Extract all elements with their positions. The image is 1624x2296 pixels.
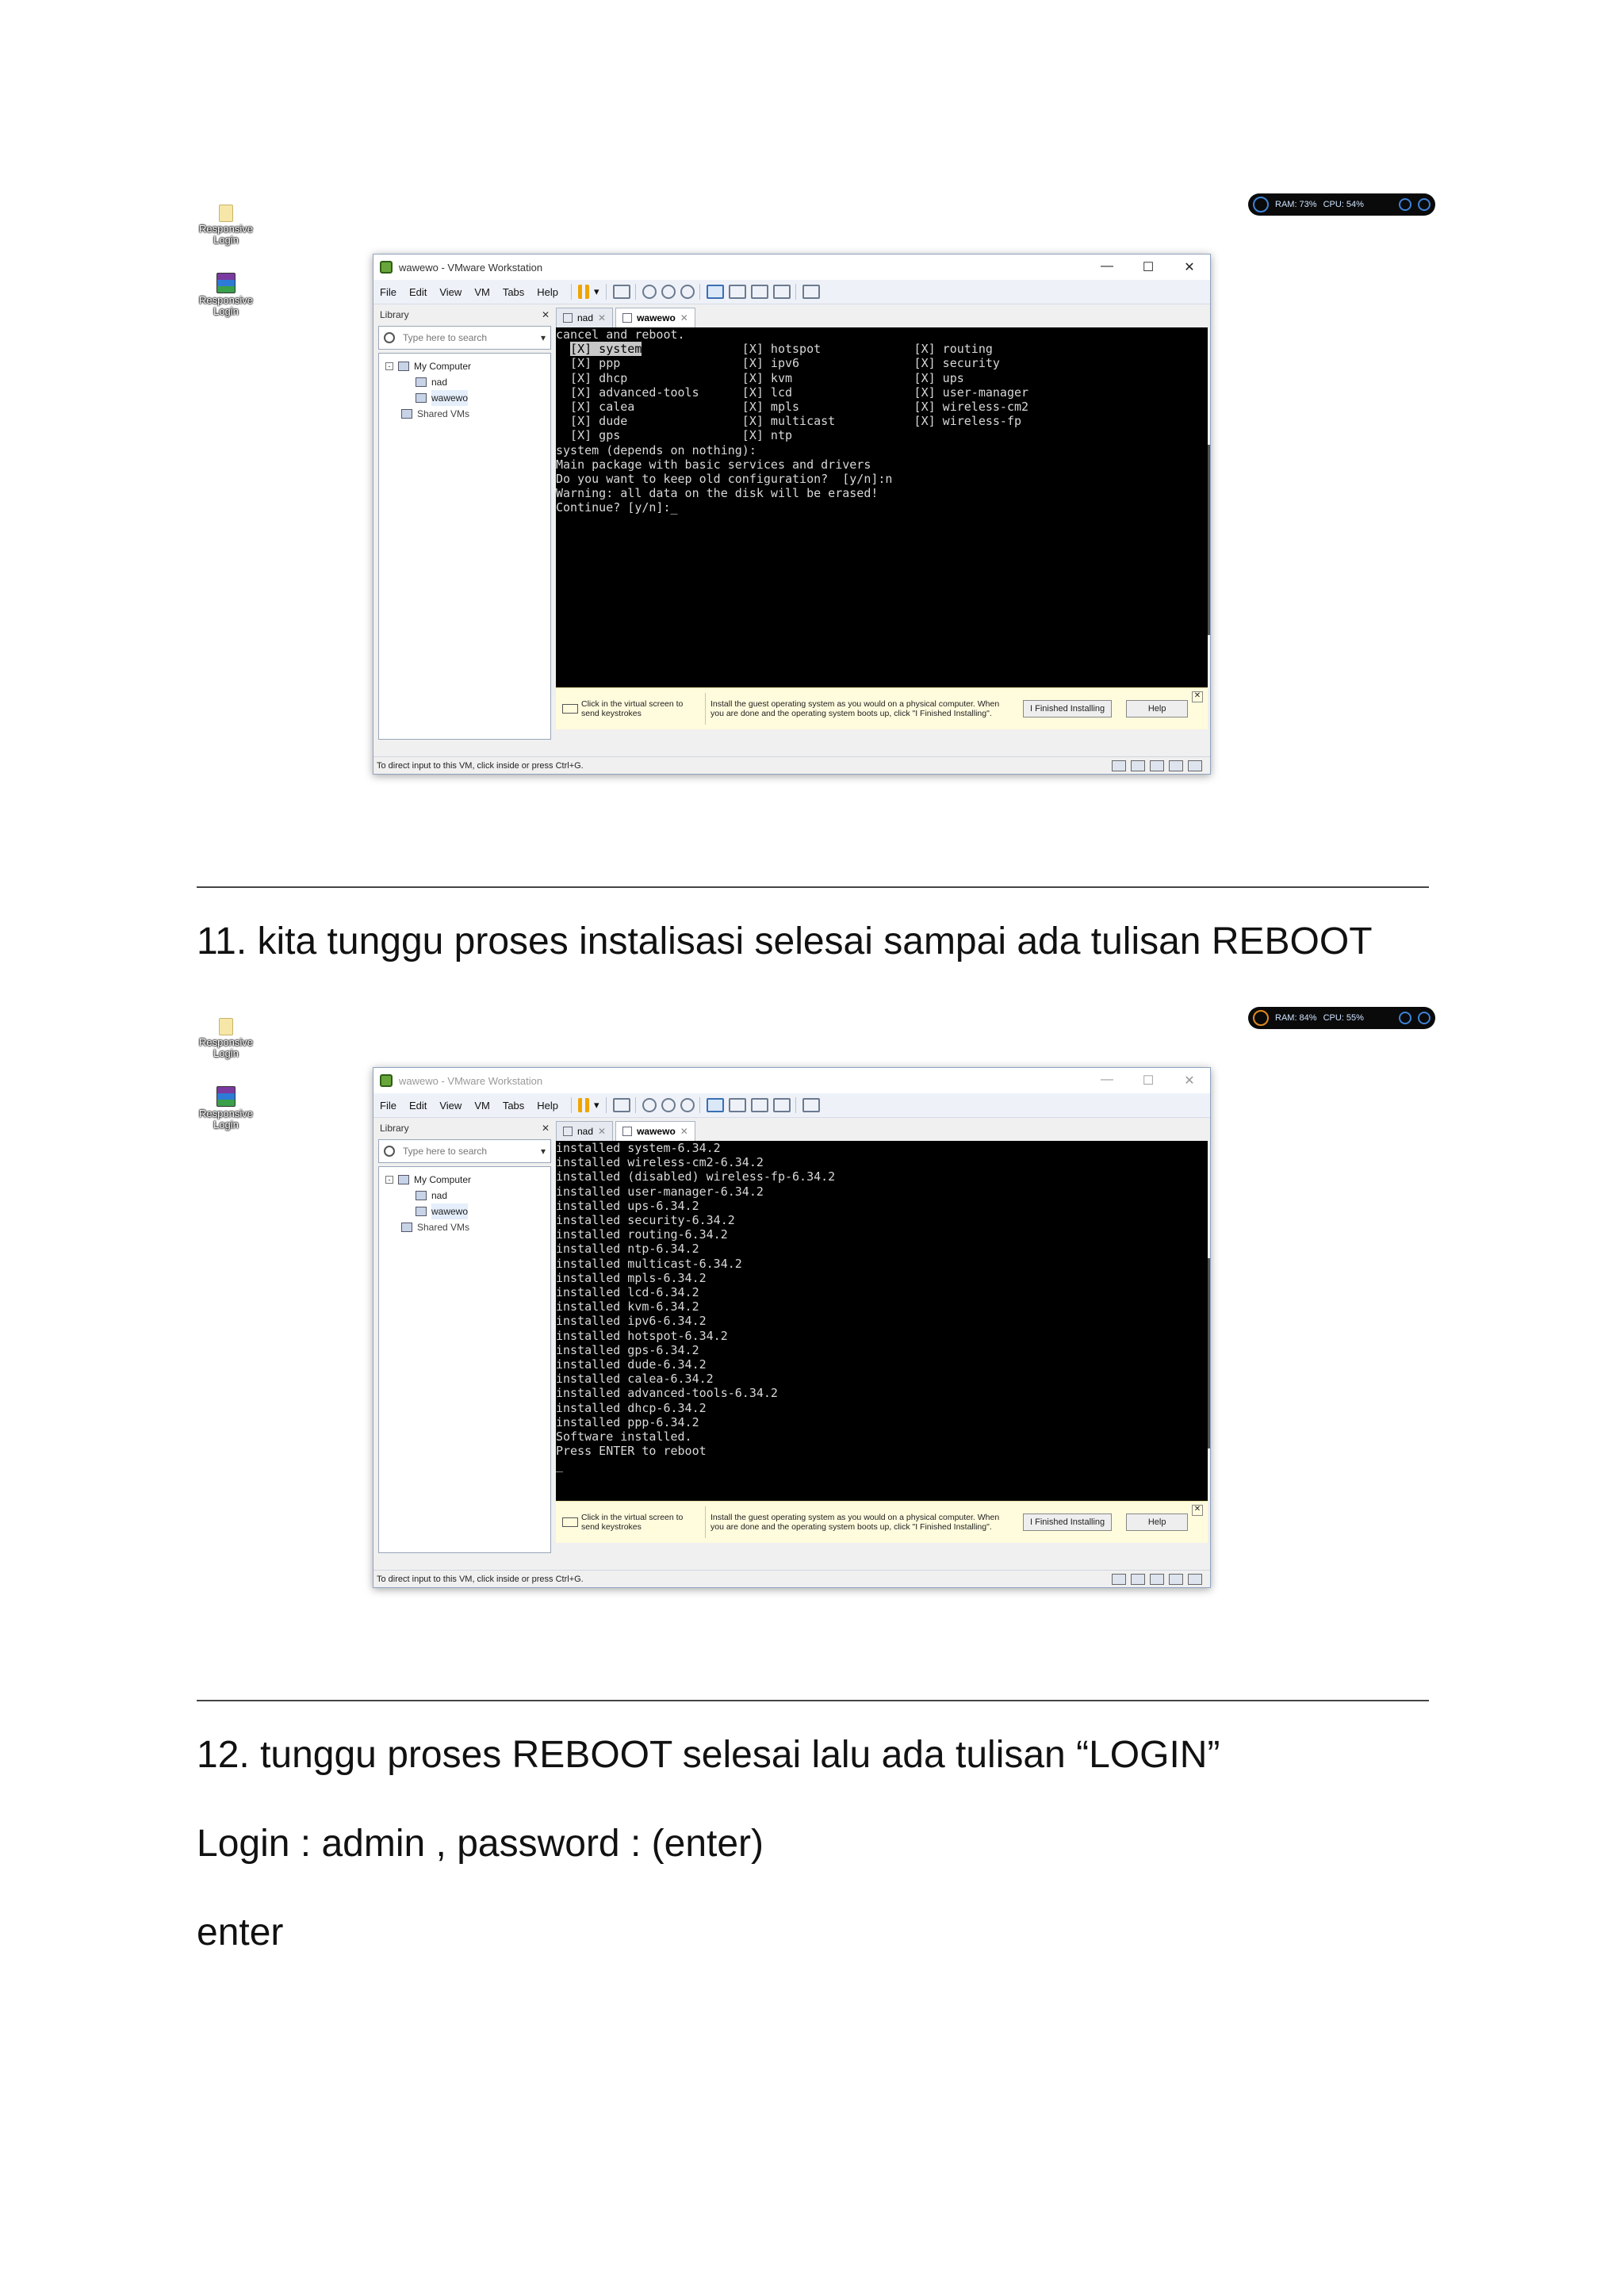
thumbnail-bar-icon[interactable] xyxy=(729,1098,746,1112)
tree-item-wawewo[interactable] xyxy=(379,1203,550,1219)
expand-icon[interactable] xyxy=(1418,198,1431,211)
library-search-input[interactable] xyxy=(378,1139,551,1163)
unity-icon[interactable] xyxy=(773,1098,791,1112)
vm-icon xyxy=(563,1127,573,1136)
unity-icon[interactable] xyxy=(773,285,791,299)
console-line: [X] gps [X] ntp xyxy=(556,428,793,443)
desktop-icon-responsive-login-rar[interactable] xyxy=(194,273,258,317)
tab-nad[interactable] xyxy=(556,1121,613,1141)
toolbar-separator xyxy=(571,284,572,300)
search-placeholder: Type here to search xyxy=(403,1146,488,1157)
vm-screenshot-1 xyxy=(194,190,1435,793)
desktop-icon-label: Responsive Login xyxy=(199,1036,253,1059)
full-screen-icon[interactable] xyxy=(751,1098,768,1112)
console-view-icon[interactable] xyxy=(802,285,820,299)
console-line: installed ppp-6.34.2 xyxy=(556,1414,699,1429)
send-ctrl-alt-del-icon[interactable] xyxy=(613,1098,630,1112)
hint-click-text: Click in the virtual screen to send keystrokes xyxy=(581,699,684,718)
console-line: [X] dude [X] multicast [X] wireless-fp xyxy=(556,414,1021,429)
snapshot-manager-icon[interactable] xyxy=(680,1098,695,1112)
console-line: installed routing-6.34.2 xyxy=(556,1227,728,1242)
vm-icon xyxy=(622,313,632,323)
toolbar-separator xyxy=(635,1097,636,1113)
vm-icon xyxy=(563,313,573,323)
pause-icon[interactable] xyxy=(578,285,589,299)
toolbar-separator xyxy=(795,284,796,300)
console-line: installed gps-6.34.2 xyxy=(556,1342,699,1357)
hint-click-text: Click in the virtual screen to send keystrokes xyxy=(581,1513,684,1532)
vm-icon xyxy=(416,377,427,387)
ram-usage: RAM: 84% xyxy=(1275,1013,1317,1023)
snapshot-icon[interactable] xyxy=(642,285,657,299)
sound-icon[interactable] xyxy=(1169,1574,1183,1585)
close-tab-icon[interactable]: ✕ xyxy=(680,312,688,323)
library-panel xyxy=(377,1120,553,1569)
tree-item-label: nad xyxy=(431,1190,448,1201)
toolbar-separator xyxy=(795,1097,796,1113)
message-log-icon[interactable] xyxy=(1188,1574,1202,1585)
console-line: installed advanced-tools-6.34.2 xyxy=(556,1386,778,1401)
console-line: [X] dhcp [X] kvm [X] ups xyxy=(556,370,964,385)
menu-view[interactable]: View xyxy=(439,285,462,298)
desktop-icon-label: Responsive Login xyxy=(199,294,253,317)
console-line: _ xyxy=(556,1458,564,1473)
show-library-icon[interactable] xyxy=(707,285,724,299)
console-line: Main package with basic services and drivers xyxy=(556,457,871,472)
tree-item-shared-vms[interactable] xyxy=(379,1219,550,1235)
console-line: installed ups-6.34.2 xyxy=(556,1198,699,1213)
console-line: installed security-6.34.2 xyxy=(556,1213,735,1228)
revert-snapshot-icon[interactable] xyxy=(661,1098,676,1112)
tree-item-label: My Computer xyxy=(414,361,472,372)
collapse-icon[interactable]: - xyxy=(385,362,393,370)
menu-help[interactable]: Help xyxy=(537,285,559,298)
hard-disk-icon[interactable] xyxy=(1112,1574,1126,1585)
close-hint-icon[interactable]: ✕ xyxy=(1192,1505,1203,1516)
console-scrollbar[interactable] xyxy=(1208,445,1210,635)
desktop-icon-label: Responsive Login xyxy=(199,223,253,246)
monitor-logo-icon xyxy=(1253,1010,1269,1026)
vm-tabs xyxy=(556,307,698,327)
toolbar-separator xyxy=(606,284,607,300)
enter-instruction: enter xyxy=(197,1911,284,1954)
vm-icon xyxy=(416,1191,427,1200)
close-tab-icon[interactable]: ✕ xyxy=(680,1126,688,1137)
console-line: installed dhcp-6.34.2 xyxy=(556,1400,707,1415)
tree-item-shared-vms[interactable] xyxy=(379,406,550,422)
console-line: [X] system [X] hotspot [X] routing xyxy=(570,342,993,357)
tab-nad[interactable] xyxy=(556,308,613,327)
keyboard-icon xyxy=(562,704,578,714)
menu-tabs[interactable]: Tabs xyxy=(502,1099,525,1112)
vmware-app-icon xyxy=(380,1074,393,1087)
cpu-usage: CPU: 54% xyxy=(1323,200,1364,209)
vmware-app-icon xyxy=(380,261,393,274)
vm-icon xyxy=(416,393,427,403)
toolbar-separator xyxy=(699,284,700,300)
selected-package: [X] system xyxy=(570,342,642,357)
library-tree xyxy=(378,353,551,740)
thumbnail-bar-icon[interactable] xyxy=(729,285,746,299)
console-line: installed kvm-6.34.2 xyxy=(556,1299,699,1314)
sound-icon[interactable] xyxy=(1169,760,1183,771)
snapshot-manager-icon[interactable] xyxy=(680,285,695,299)
ram-usage: RAM: 73% xyxy=(1275,200,1317,209)
desktop-icon-responsive-login-doc[interactable] xyxy=(194,205,258,246)
close-tab-icon[interactable]: ✕ xyxy=(598,1126,607,1137)
console-line: installed wireless-cm2-6.34.2 xyxy=(556,1155,764,1170)
keyboard-icon xyxy=(562,1517,578,1527)
send-ctrl-alt-del-icon[interactable] xyxy=(613,285,630,299)
search-icon xyxy=(384,332,395,343)
minimize-button[interactable]: — xyxy=(1101,259,1113,273)
console-line: installed hotspot-6.34.2 xyxy=(556,1328,728,1343)
computer-icon xyxy=(398,1175,409,1184)
menu-vm[interactable]: VM xyxy=(474,285,490,298)
tab-wawewo[interactable] xyxy=(615,1121,695,1141)
network-adapter-icon[interactable] xyxy=(1150,1574,1164,1585)
console-line: Press ENTER to reboot xyxy=(556,1444,707,1459)
tab-label: wawewo xyxy=(637,312,676,323)
winrar-archive-icon xyxy=(216,1086,236,1107)
tree-item-label: wawewo xyxy=(431,390,468,406)
search-placeholder: Type here to search xyxy=(403,332,488,343)
status-text: To direct input to this VM, click inside or press Ctrl+G. xyxy=(377,1574,584,1584)
message-log-icon[interactable] xyxy=(1188,760,1202,771)
toolbar-separator xyxy=(571,1097,572,1113)
finished-installing-button[interactable]: I Finished Installing xyxy=(1023,700,1112,718)
divider xyxy=(197,1700,1429,1701)
console-line: installed user-manager-6.34.2 xyxy=(556,1184,764,1199)
snapshot-icon[interactable] xyxy=(642,1098,657,1112)
console-line: [X] calea [X] mpls [X] wireless-cm2 xyxy=(556,400,1029,415)
menu-tabs[interactable]: Tabs xyxy=(502,285,525,298)
close-library-icon[interactable]: ✕ xyxy=(541,1123,550,1134)
console-line: system (depends on nothing): xyxy=(556,442,756,457)
console-line: installed multicast-6.34.2 xyxy=(556,1256,742,1271)
hard-disk-icon[interactable] xyxy=(1112,760,1126,771)
status-text: To direct input to this VM, click inside or press Ctrl+G. xyxy=(377,760,584,771)
console-line: installed ntp-6.34.2 xyxy=(556,1242,699,1257)
console-line: installed mpls-6.34.2 xyxy=(556,1270,707,1285)
status-bar xyxy=(373,756,1210,774)
chevron-down-icon[interactable]: ▾ xyxy=(594,285,599,297)
console-line: [X] ppp [X] ipv6 [X] security xyxy=(556,356,1000,371)
tree-item-label: Shared VMs xyxy=(417,1222,470,1233)
console-line: installed lcd-6.34.2 xyxy=(556,1285,699,1300)
console-line: [X] advanced-tools [X] lcd [X] user-manager xyxy=(556,385,1029,400)
system-monitor-widget xyxy=(1248,193,1435,216)
vm-screenshot-2 xyxy=(194,1004,1435,1606)
library-search-input[interactable] xyxy=(378,326,551,350)
status-bar xyxy=(373,1570,1210,1587)
menu-vm[interactable]: VM xyxy=(474,1099,490,1112)
cd-dvd-icon[interactable] xyxy=(1131,760,1145,771)
vmware-window xyxy=(373,254,1211,775)
toolbar-separator xyxy=(699,1097,700,1113)
tree-item-label: nad xyxy=(431,377,448,388)
desktop-icon-label: Responsive Login xyxy=(199,1108,253,1131)
help-button[interactable]: Help xyxy=(1126,700,1188,718)
menu-view[interactable]: View xyxy=(439,1099,462,1112)
close-button[interactable]: ✕ xyxy=(1184,261,1195,274)
shared-vms-icon xyxy=(401,1223,412,1232)
console-line: Do you want to keep old configuration? [y/n]:n xyxy=(556,472,893,487)
console-line: Warning: all data on the disk will be erased! xyxy=(556,486,879,501)
console-scrollbar[interactable] xyxy=(1208,1258,1210,1448)
console-line: cancel and reboot. xyxy=(556,327,685,342)
full-screen-icon[interactable] xyxy=(751,285,768,299)
install-hint-bar xyxy=(556,1501,1208,1543)
hint-message: Install the guest operating system as you would on a physical computer. When you are done and the operating system boots up, click "I Finished Installing". xyxy=(710,1513,1000,1532)
console-line: installed ipv6-6.34.2 xyxy=(556,1314,707,1329)
console-line: Software installed. xyxy=(556,1429,692,1445)
login-instruction: Login : admin , password : (enter) xyxy=(197,1823,764,1865)
menu-toolbar xyxy=(373,280,1210,304)
settings-icon[interactable] xyxy=(1399,198,1411,211)
system-monitor-widget xyxy=(1248,1007,1435,1029)
menu-file[interactable]: File xyxy=(380,285,396,298)
console-line: installed calea-6.34.2 xyxy=(556,1372,714,1387)
library-title: Library xyxy=(380,309,409,320)
tree-item-my-computer[interactable] xyxy=(379,1172,550,1188)
title-bar xyxy=(373,1068,1210,1093)
vm-icon xyxy=(416,1207,427,1216)
tree-item-my-computer[interactable] xyxy=(379,358,550,374)
tree-item-wawewo[interactable] xyxy=(379,390,550,406)
window-title: wawewo - VMware Workstation xyxy=(399,261,543,274)
close-button[interactable]: ✕ xyxy=(1184,1074,1195,1088)
menu-edit[interactable]: Edit xyxy=(408,285,427,298)
hint-message: Install the guest operating system as you would on a physical computer. When you are done and the operating system boots up, click "I Finished Installing". xyxy=(710,699,1000,718)
vm-icon xyxy=(622,1127,632,1136)
tab-label: nad xyxy=(577,312,594,323)
library-panel xyxy=(377,307,553,756)
finished-installing-button[interactable]: I Finished Installing xyxy=(1023,1513,1112,1531)
maximize-button[interactable]: ☐ xyxy=(1142,1074,1155,1088)
document-icon xyxy=(219,1018,233,1035)
maximize-button[interactable]: ☐ xyxy=(1142,261,1155,274)
install-hint-bar xyxy=(556,687,1208,729)
menu-file[interactable]: File xyxy=(380,1099,396,1112)
minimize-button[interactable]: — xyxy=(1101,1073,1113,1086)
collapse-icon[interactable]: - xyxy=(385,1176,393,1184)
menu-edit[interactable]: Edit xyxy=(408,1099,427,1112)
document-icon xyxy=(219,205,233,222)
title-bar xyxy=(373,254,1210,280)
hint-separator xyxy=(705,693,706,725)
network-adapter-icon[interactable] xyxy=(1150,760,1164,771)
tree-item-label: My Computer xyxy=(414,1174,472,1185)
toolbar-separator xyxy=(635,284,636,300)
vm-tabs xyxy=(556,1120,698,1141)
window-title: wawewo - VMware Workstation xyxy=(399,1074,543,1087)
pause-icon[interactable] xyxy=(578,1098,589,1112)
tab-label: wawewo xyxy=(637,1126,676,1137)
chevron-down-icon[interactable]: ▾ xyxy=(540,1146,546,1157)
step-12-text: 12. tunggu proses REBOOT selesai lalu ada tulisan “LOGIN” xyxy=(197,1734,1220,1776)
vmware-window xyxy=(373,1067,1211,1588)
cd-dvd-icon[interactable] xyxy=(1131,1574,1145,1585)
chevron-down-icon[interactable]: ▾ xyxy=(594,1099,599,1111)
show-library-icon[interactable] xyxy=(707,1098,724,1112)
console-line: installed dude-6.34.2 xyxy=(556,1357,707,1372)
shared-vms-icon xyxy=(401,409,412,419)
computer-icon xyxy=(398,362,409,371)
desktop-icon-responsive-login-doc[interactable] xyxy=(194,1018,258,1059)
console-line: installed system-6.34.2 xyxy=(556,1141,721,1155)
close-library-icon[interactable]: ✕ xyxy=(541,309,550,320)
menu-help[interactable]: Help xyxy=(537,1099,559,1112)
tree-item-nad[interactable] xyxy=(379,1188,550,1203)
tree-item-nad[interactable] xyxy=(379,374,550,390)
expand-icon[interactable] xyxy=(1418,1012,1431,1024)
vm-console[interactable] xyxy=(556,327,1208,687)
desktop-icon-responsive-login-rar[interactable] xyxy=(194,1086,258,1131)
library-title: Library xyxy=(380,1123,409,1134)
settings-icon[interactable] xyxy=(1399,1012,1411,1024)
chevron-down-icon[interactable]: ▾ xyxy=(540,332,546,343)
cpu-usage: CPU: 55% xyxy=(1323,1013,1364,1023)
monitor-logo-icon xyxy=(1253,197,1269,212)
tree-item-label: Shared VMs xyxy=(417,408,470,419)
console-view-icon[interactable] xyxy=(802,1098,820,1112)
vm-console[interactable] xyxy=(556,1141,1208,1501)
toolbar-separator xyxy=(606,1097,607,1113)
tab-wawewo[interactable] xyxy=(615,308,695,327)
library-tree xyxy=(378,1166,551,1553)
console-line: installed (disabled) wireless-fp-6.34.2 xyxy=(556,1169,836,1184)
step-11-text: 11. kita tunggu proses instalisasi selesai sampai ada tulisan REBOOT xyxy=(197,920,1373,962)
search-icon xyxy=(384,1146,395,1157)
hint-separator xyxy=(705,1506,706,1538)
close-hint-icon[interactable]: ✕ xyxy=(1192,691,1203,702)
tree-item-label: wawewo xyxy=(431,1203,468,1219)
help-button[interactable]: Help xyxy=(1126,1513,1188,1531)
divider xyxy=(197,886,1429,888)
menu-toolbar xyxy=(373,1093,1210,1118)
console-line: Continue? [y/n]:_ xyxy=(556,500,678,515)
close-tab-icon[interactable]: ✕ xyxy=(598,312,607,323)
tab-label: nad xyxy=(577,1126,594,1137)
revert-snapshot-icon[interactable] xyxy=(661,285,676,299)
winrar-archive-icon xyxy=(216,273,236,293)
